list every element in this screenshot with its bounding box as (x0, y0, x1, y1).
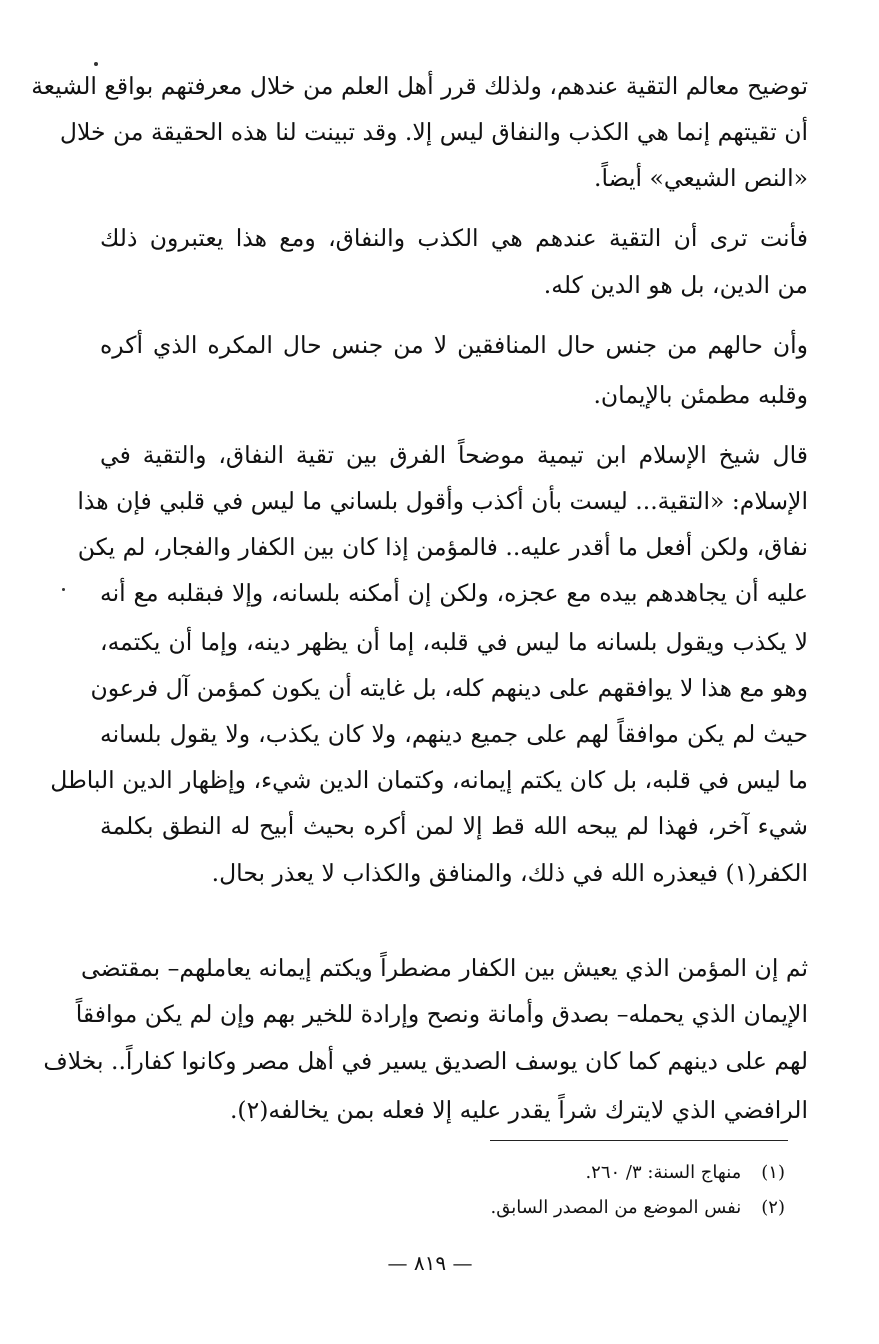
footnote-item (285, 1193, 785, 1223)
body-line: فأنت ترى أن التقية عندهم هي الكذب والنفاق، ومع هذا يعتبرون ذلك (100, 224, 808, 252)
scan-speck (62, 588, 65, 591)
body-line: الإسلام: «التقية... ليست بأن أكذب وأقول بلساني ما ليس في قلبي فإن هذا (77, 487, 808, 515)
body-line: الرافضي الذي لايترك شراً يقدر عليه إلا فعله بمن يخالفه(٢). (229, 1096, 808, 1124)
body-line: ما ليس في قلبه، بل كان يكتم إيمانه، وكتمان الدين شيء، وإظهار الدين الباطل (50, 766, 808, 794)
body-line: توضيح معالم التقية عندهم، ولذلك قرر أهل العلم من خلال معرفتهم بواقع الشيعة (31, 72, 808, 100)
body-line: الكفر(١) فيعذره الله في ذلك، والمنافق والكذاب لا يعذر بحال. (211, 859, 808, 887)
body-line: نفاق، ولكن أفعل ما أقدر عليه.. فالمؤمن إذا كان بين الكفار والفجار، لم يكن (77, 533, 808, 561)
body-line: من الدين، بل هو الدين كله. (543, 271, 808, 299)
footnote-text: منهاج السنة: ٣/ ٢٦٠. (585, 1162, 742, 1183)
body-line: وقلبه مطمئن بالإيمان. (593, 381, 808, 409)
page-number: — ٨١٩ — (387, 1251, 473, 1275)
body-line: وهو مع هذا لا يوافقهم على دينهم كله، بل غايته أن يكون كمؤمن آل فرعون (90, 674, 808, 702)
body-line: قال شيخ الإسلام ابن تيمية موضحاً الفرق بين تقية النفاق، والتقية في (100, 441, 808, 469)
body-line: عليه أن يجاهدهم بيده مع عجزه، ولكن إن أمكنه بلسانه، وإلا فبقلبه مع أنه (100, 579, 808, 607)
footnote-number: (٢) (761, 1197, 785, 1218)
body-line: ثم إن المؤمن الذي يعيش بين الكفار مضطراً ويكتم إيمانه يعاملهم– بمقتضى (81, 954, 808, 982)
body-line: «النص الشيعي» أيضاً. (593, 164, 808, 192)
body-line: الإيمان الذي يحمله– بصدق وأمانة ونصح وإرادة للخير بهم وإن لم يكن موافقاً (75, 1000, 808, 1028)
footnote-divider (490, 1140, 788, 1141)
footnote-text: نفس الموضع من المصدر السابق. (490, 1197, 742, 1218)
body-line: وأن حالهم من جنس حال المنافقين لا من جنس حال المكره الذي أكره (100, 331, 808, 359)
body-line: حيث لم يكن موافقاً لهم على جميع دينهم، ولا كان يكذب، ولا يقول بلسانه (100, 720, 808, 748)
footnote-number: (١) (761, 1162, 785, 1183)
footnote-item (285, 1158, 785, 1188)
body-line: شيء آخر، فهذا لم يبحه الله قط إلا لمن أكره بحيث أبيح له النطق بكلمة (100, 812, 808, 840)
body-line: لهم على دينهم كما كان يوسف الصديق يسير في أهل مصر وكانوا كفاراً.. بخلاف (43, 1047, 808, 1075)
scan-speck (94, 62, 98, 66)
body-line: أن تقيتهم إنما هي الكذب والنفاق ليس إلا. وقد تبينت لنا هذه الحقيقة من خلال (59, 118, 808, 146)
body-line: لا يكذب ويقول بلسانه ما ليس في قلبه، إما أن يظهر دينه، وإما أن يكتمه، (100, 628, 808, 656)
